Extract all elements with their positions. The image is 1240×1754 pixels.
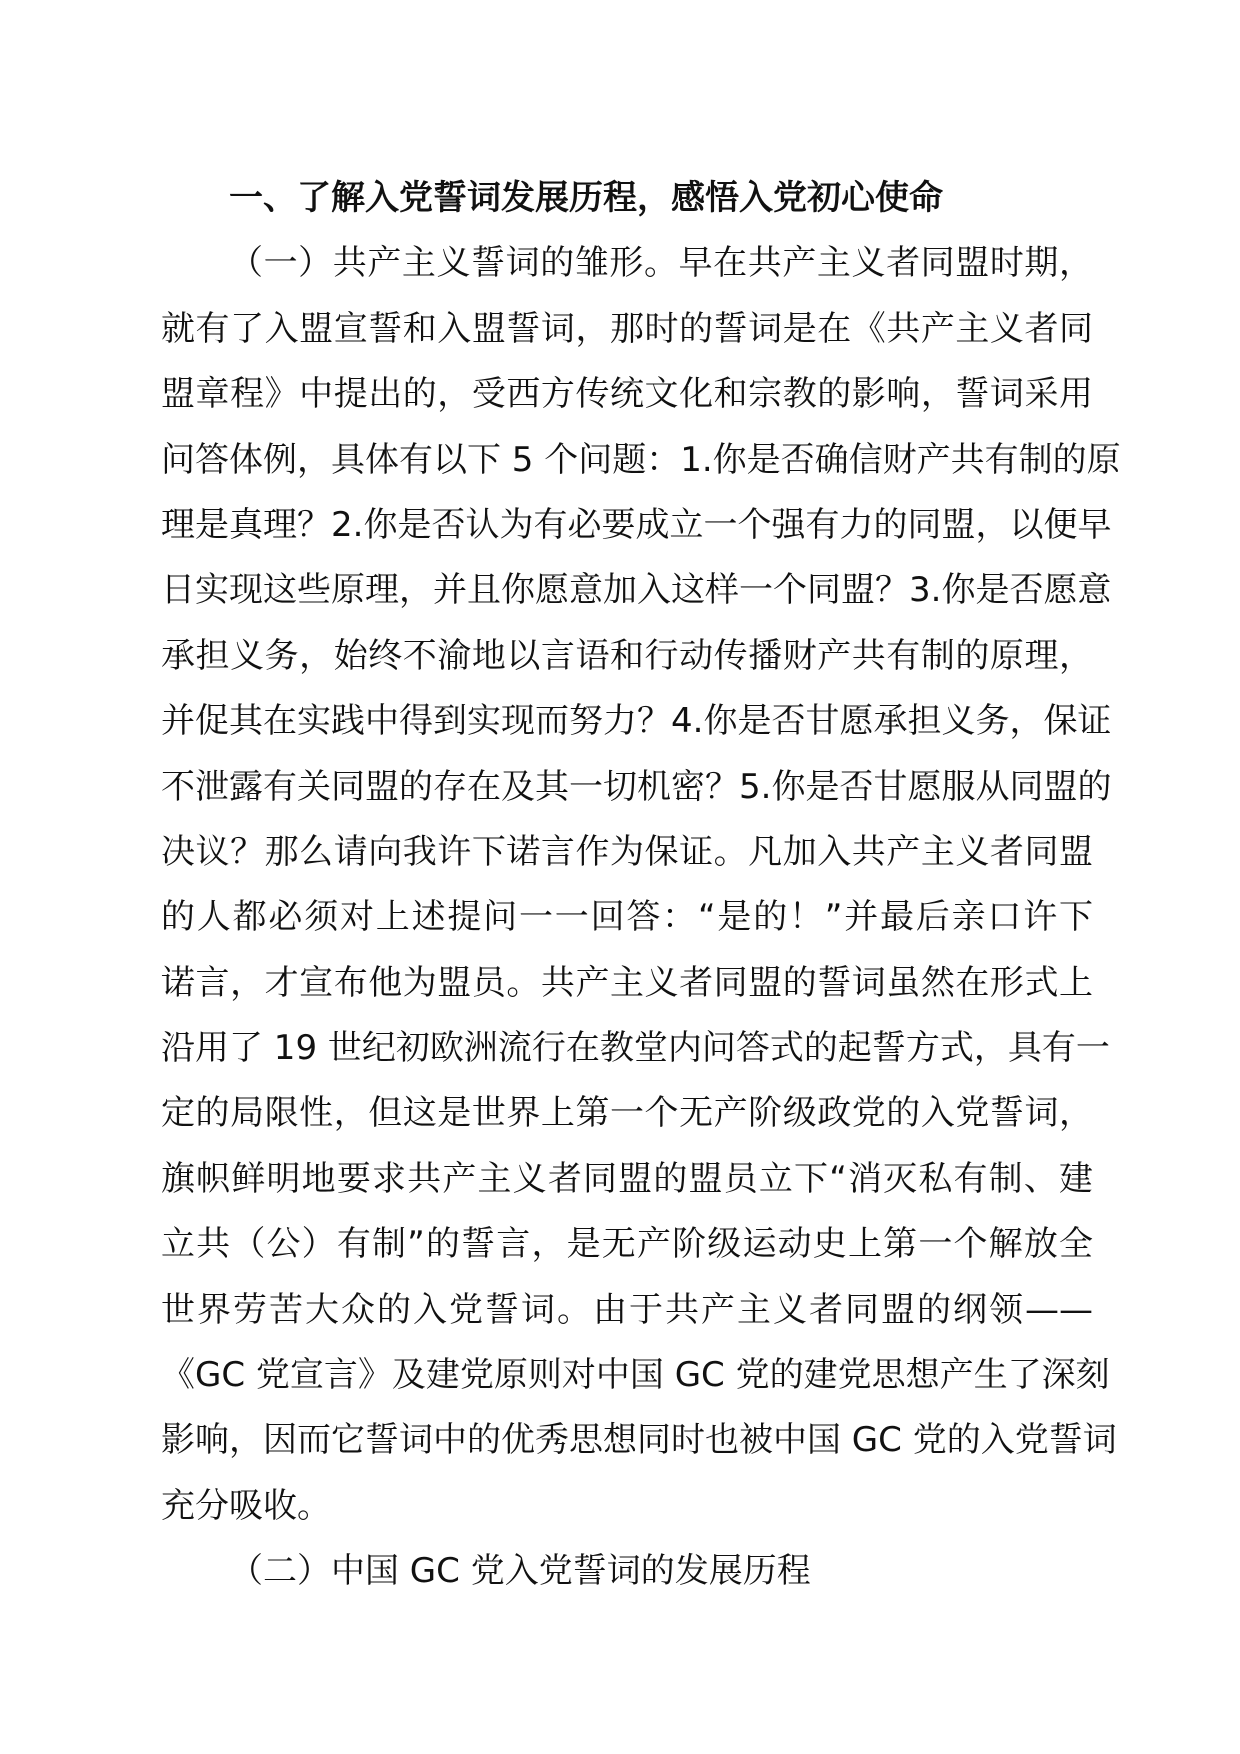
paragraph-line: 日实现这些原理，并且你愿意加入这样一个同盟？3.你是否愿意 [161,570,1112,611]
paragraph-line: 不泄露有关同盟的存在及其一切机密？5.你是否甘愿服从同盟的 [161,766,1112,807]
paragraph-line: 世界劳苦大众的入党誓词。由于共产主义者同盟的纲领—— [161,1289,1093,1330]
paragraph-line: 承担义务，始终不渝地以言语和行动传播财产共有制的原理， [161,635,1093,676]
body-text [161,166,1121,1605]
paragraph-line: 的人都必须对上述提问一一回答：“是的！”并最后亲口许下 [161,897,1093,938]
paragraph-line: 并促其在实践中得到实现而努力？4.你是否甘愿承担义务，保证 [161,701,1112,742]
paragraph-line: 诺言，才宣布他为盟员。共产主义者同盟的誓词虽然在形式上 [161,962,1093,1003]
paragraph-line: 定的局限性，但这是世界上第一个无产阶级政党的入党誓词， [161,1093,1093,1134]
paragraph-line: 旗帜鲜明地要求共产主义者同盟的盟员立下“消灭私有制、建 [161,1158,1093,1199]
paragraph-line: 就有了入盟宣誓和入盟誓词，那时的誓词是在《共产主义者同 [161,308,1093,349]
paragraph-line: 立共（公）有制”的誓言，是无产阶级运动史上第一个解放全 [161,1224,1093,1265]
paragraph-line: 问答体例，具体有以下 5 个问题：1.你是否确信财产共有制的原 [161,439,1121,480]
subsection-heading: （二）中国 GC 党入党誓词的发展历程 [229,1551,811,1592]
paragraph-line: 沿用了 19 世纪初欧洲流行在教堂内问答式的起誓方式，具有一 [161,1028,1110,1069]
paragraph-line: 充分吸收。 [161,1485,331,1526]
paragraph-line: （一）共产主义誓词的雏形。早在共产主义者同盟时期， [229,243,1093,284]
section-heading: 一、了解入党誓词发展历程，感悟入党初心使命 [229,178,943,218]
paragraph-line: 盟章程》中提出的，受西方传统文化和宗教的影响，誓词采用 [161,374,1093,415]
paragraph-line: 决议？那么请向我许下诺言作为保证。凡加入共产主义者同盟 [161,831,1093,872]
paragraph-line: 《GC 党宣言》及建党原则对中国 GC 党的建党思想产生了深刻 [161,1355,1110,1396]
paragraph-line: 影响，因而它誓词中的优秀思想同时也被中国 GC 党的入党誓词 [161,1420,1117,1461]
paragraph-line: 理是真理？2.你是否认为有必要成立一个强有力的同盟，以便早 [161,504,1112,545]
